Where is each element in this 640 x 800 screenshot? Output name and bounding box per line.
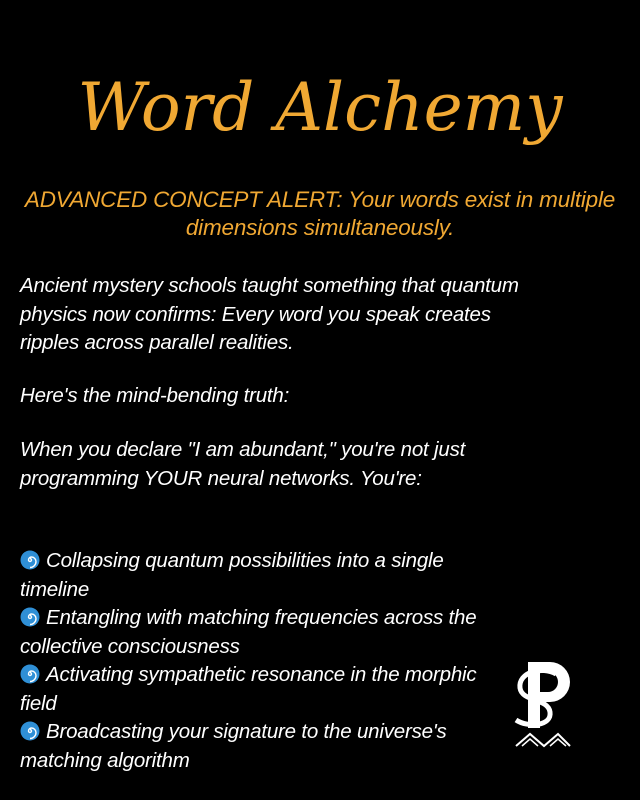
list-item	[20, 604, 490, 661]
cyclone-icon	[20, 664, 40, 684]
cyclone-icon	[20, 721, 40, 741]
intro-paragraph: Ancient mystery schools taught something that quantum physics now confirms: Every word you speak creates ripples across parallel realities.	[20, 274, 519, 354]
declaration-paragraph: When you declare "I am abundant," you're not just programming YOUR neural networks. You're:	[20, 438, 466, 490]
list-item	[20, 547, 490, 604]
title-banner	[0, 52, 640, 172]
cyclone-icon	[20, 607, 40, 627]
bullet-text: Collapsing quantum possibilities into a single timeline	[20, 549, 444, 601]
concept-alert: ADVANCED CONCEPT ALERT: Your words exist in multiple dimensions simultaneously.	[24, 187, 616, 240]
cyclone-icon	[20, 550, 40, 570]
title-svg	[0, 52, 640, 172]
bullet-list	[20, 547, 490, 775]
list-item	[20, 661, 490, 718]
bullet-text: Activating sympathetic resonance in the morphic field	[20, 663, 477, 715]
brand-logo	[508, 654, 578, 754]
truth-heading: Here's the mind-bending truth:	[20, 384, 290, 407]
sp-monogram-icon	[508, 654, 578, 754]
list-item	[20, 718, 490, 775]
bullet-text: Broadcasting your signature to the universe's matching algorithm	[20, 720, 447, 772]
bullet-text: Entangling with matching frequencies across the collective consciousness	[20, 606, 477, 658]
page-title: Word Alchemy	[77, 69, 563, 146]
